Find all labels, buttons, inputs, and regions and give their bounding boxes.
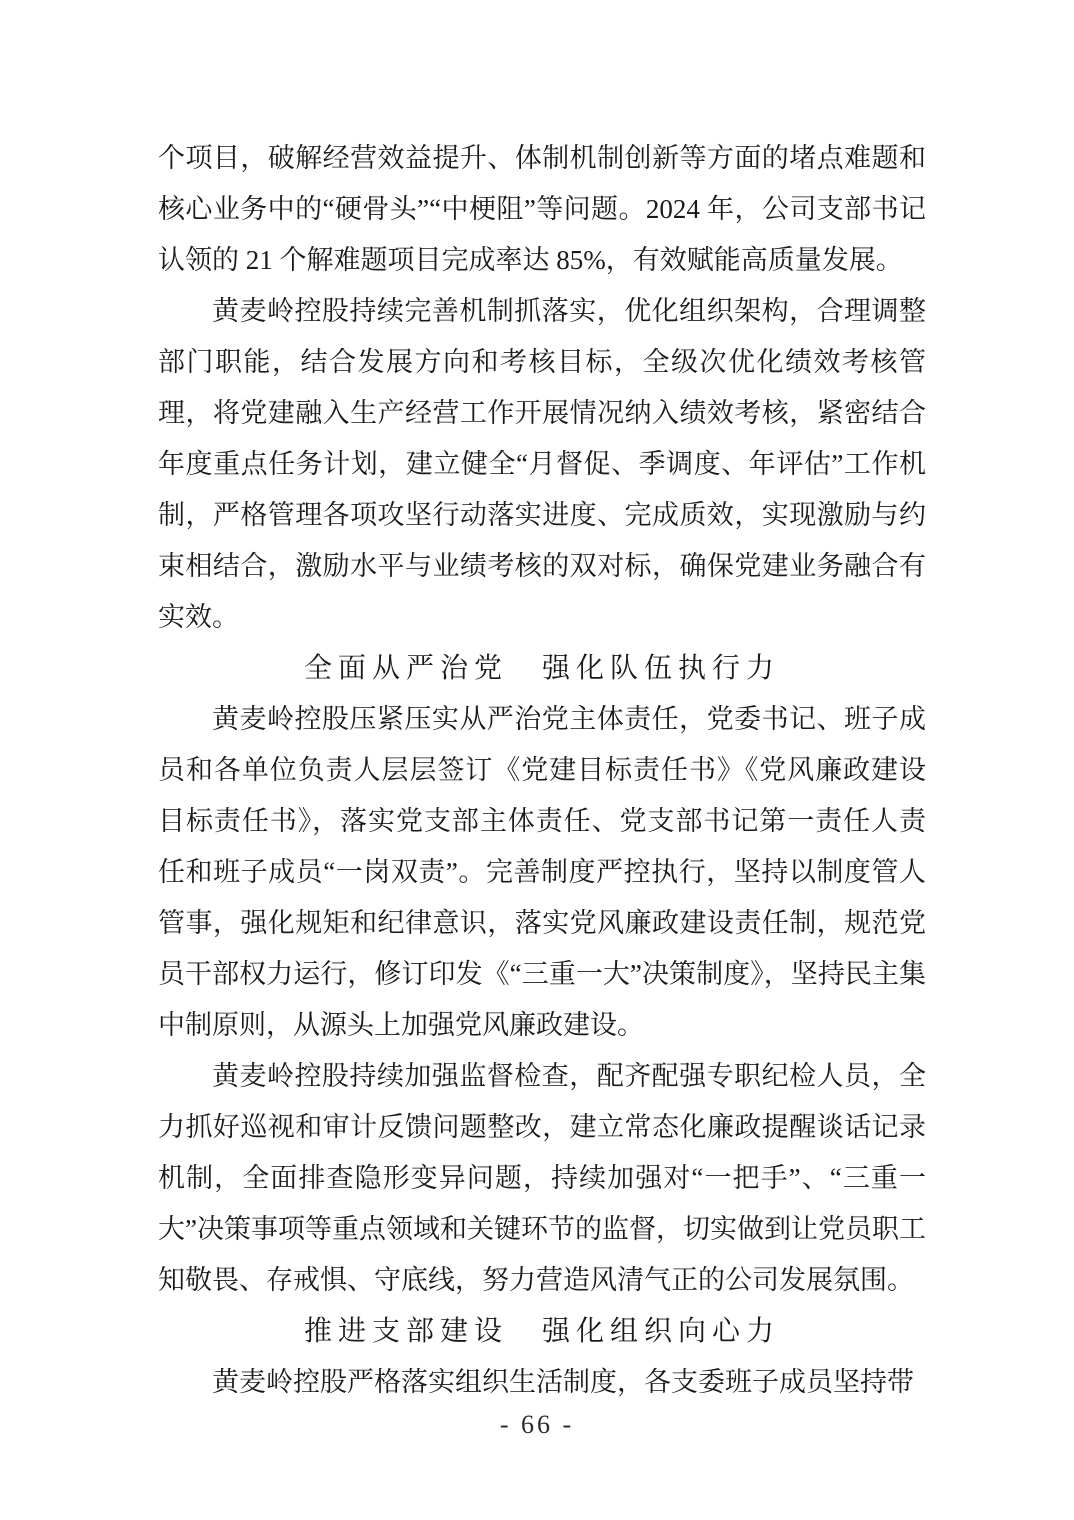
body-paragraph: 黄麦岭控股压紧压实从严治党主体责任，党委书记、班子成员和各单位负责人层层签订《党建目标责任书》《党风廉政建设目标责任书》，落实党支部主体责任、党支部书记第一责任人责任和班子成员“一岗双责”。完善制度严控执行，坚持以制度管人管事，强化规矩和纪律意识，落实党风廉政建设责任制，规范党员干部权力运行，修订印发《“三重一大”决策制度》，坚持民主集中制原则，从源头上加强党风廉政建设。 [158, 704, 926, 1040]
body-paragraph: 黄麦岭控股持续加强监督检查，配齐配强专职纪检人员，全力抓好巡视和审计反馈问题整改，建立常态化廉政提醒谈话记录机制，全面排查隐形变异问题，持续加强对“一把手”、“三重一大”决策事项等重点领域和关键环节的监督，切实做到让党员职工知敬畏、存戒惧、守底线，努力营造风清气正的公司发展氛围。 [158, 1061, 926, 1295]
body-paragraph: 黄麦岭控股持续完善机制抓落实，优化组织架构，合理调整部门职能，结合发展方向和考核目标，全级次优化绩效考核管理，将党建融入生产经营工作开展情况纳入绩效考核，紧密结合年度重点任务计划，建立健全“月督促、季调度、年评估”工作机制，严格管理各项攻坚行动落实进度、完成质效，实现激励与约束相结合，激励水平与业绩考核的双对标，确保党建业务融合有实效。 [158, 296, 926, 632]
section-heading-branch-building: 推进支部建设 强化组织向心力 [303, 1316, 780, 1347]
body-paragraph: 黄麦岭控股严格落实组织生活制度，各支委班子成员坚持带 [212, 1367, 914, 1397]
page-number: - 66 - [499, 1410, 575, 1439]
page-body [158, 133, 926, 1408]
body-paragraph-continuation: 个项目，破解经营效益提升、体制机制创新等方面的堵点难题和核心业务中的“硬骨头”“中梗阻”等问题。2024 年，公司支部书记认领的 21 个解难题项目完成率达 85%，有效赋能高质量发展。 [158, 143, 926, 275]
section-heading-discipline: 全面从严治党 强化队伍执行力 [303, 653, 780, 684]
